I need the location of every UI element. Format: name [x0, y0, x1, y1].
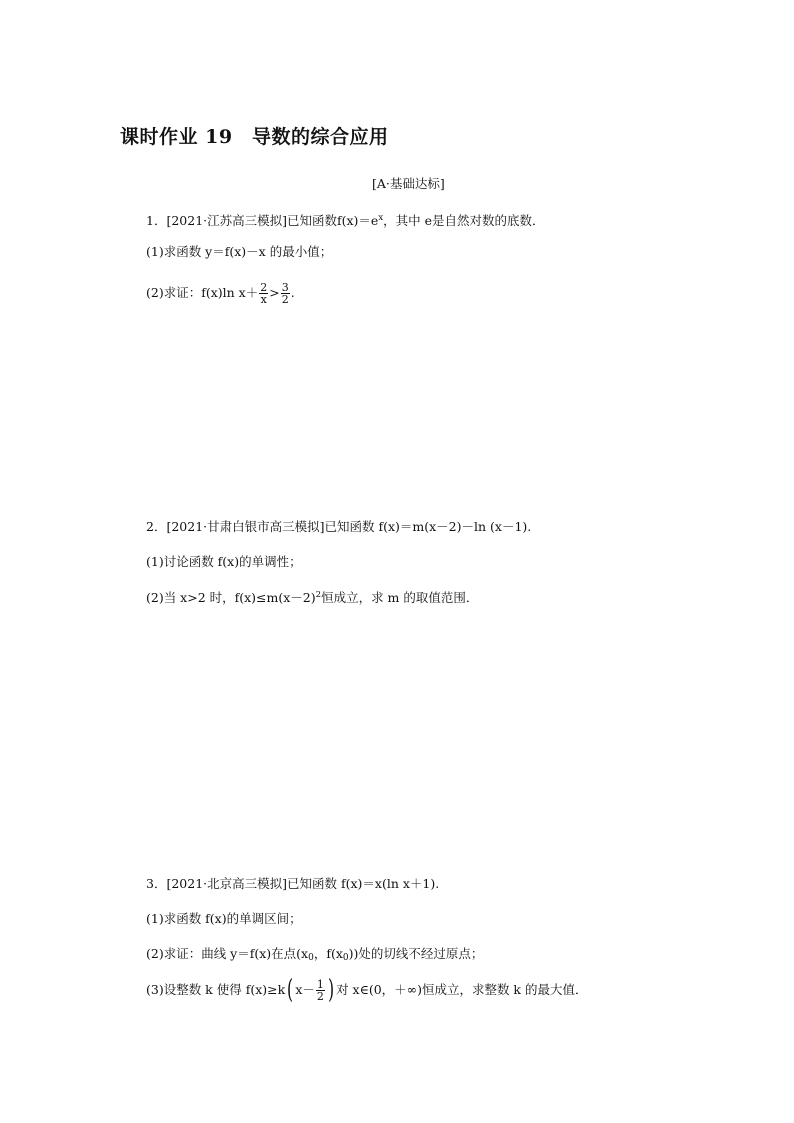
q3-part-1: (1)求函数 f(x)的单调区间； [146, 911, 302, 926]
q3-left-paren: ( [287, 975, 294, 1005]
q1-fraction-3-over-2 [281, 282, 290, 305]
q1-exponent: x [378, 213, 384, 223]
page-title: 课时作业 19 导数的综合应用 [120, 126, 389, 148]
q1-frac2-den: 2 [281, 293, 289, 306]
q3-part-2 [146, 945, 483, 967]
q3-part-2-text: (2)求证：曲线 y＝f(x)在点(x [146, 946, 309, 961]
q3-part-2-tail: ))处的切线不经过原点； [348, 946, 484, 961]
q3-paren-inner: x－ [295, 982, 315, 997]
q1-greater-than: > [269, 285, 280, 300]
q1-frac2-num: 3 [281, 281, 289, 294]
q1-heading-tail: ，其中 e是自然对数的底数． [383, 213, 545, 228]
q2-heading: 2．[2021·甘肃白银市高三模拟]已知函数 f(x)＝m(x－2)－ln (x－1). [146, 519, 532, 534]
q3-part-3-text: (3)设整数 k 使得 f(x)≥k [146, 982, 286, 997]
q3-frac-den: 2 [316, 989, 324, 1003]
q1-heading-text: 1．[2021·江苏高三模拟]已知函数 [146, 213, 337, 228]
q3-heading: 3．[2021·北京高三模拟]已知函数 f(x)＝x(ln x＋1). [146, 876, 440, 891]
q1-part-2-expr: f(x)ln x＋ [201, 285, 259, 300]
q2-part-1: (1)讨论函数 f(x)的单调性； [146, 554, 302, 569]
q3-subscript-1: 0 [308, 953, 314, 963]
q1-part-1: (1)求函数 y＝f(x)－x 的最小值； [146, 244, 333, 259]
q3-right-paren: ) [327, 975, 335, 1005]
q1-period: . [290, 285, 295, 300]
q1-part-2-label: (2)求证： [146, 285, 202, 300]
q1-frac1-den: x [260, 293, 267, 306]
q2-part-2-text: (2)当 x>2 时，f(x)≤m(x－2) [146, 590, 316, 605]
q1-function: f(x)＝e [337, 213, 379, 228]
q3-part-2-mid: ，f(x [313, 946, 343, 961]
q1-fraction-2-over-x [259, 282, 268, 305]
q1-heading [146, 209, 545, 230]
q3-subscript-2: 0 [342, 953, 349, 963]
q2-part-2 [146, 586, 478, 607]
q3-part-3-tail: 对 x∈(0，＋∞)恒成立，求整数 k 的最大值． [336, 982, 588, 997]
q2-exponent: 2 [315, 590, 322, 600]
q3-fraction-1-over-2 [316, 979, 325, 1002]
q3-frac-num: 1 [316, 977, 324, 991]
q3-part-3 [146, 975, 588, 1005]
section-label: [A·基础达标] [372, 176, 445, 191]
q1-part-2 [146, 282, 295, 305]
q1-frac1-num: 2 [260, 281, 268, 294]
q2-part-2-tail: 恒成立，求 m 的取值范围． [321, 590, 479, 605]
